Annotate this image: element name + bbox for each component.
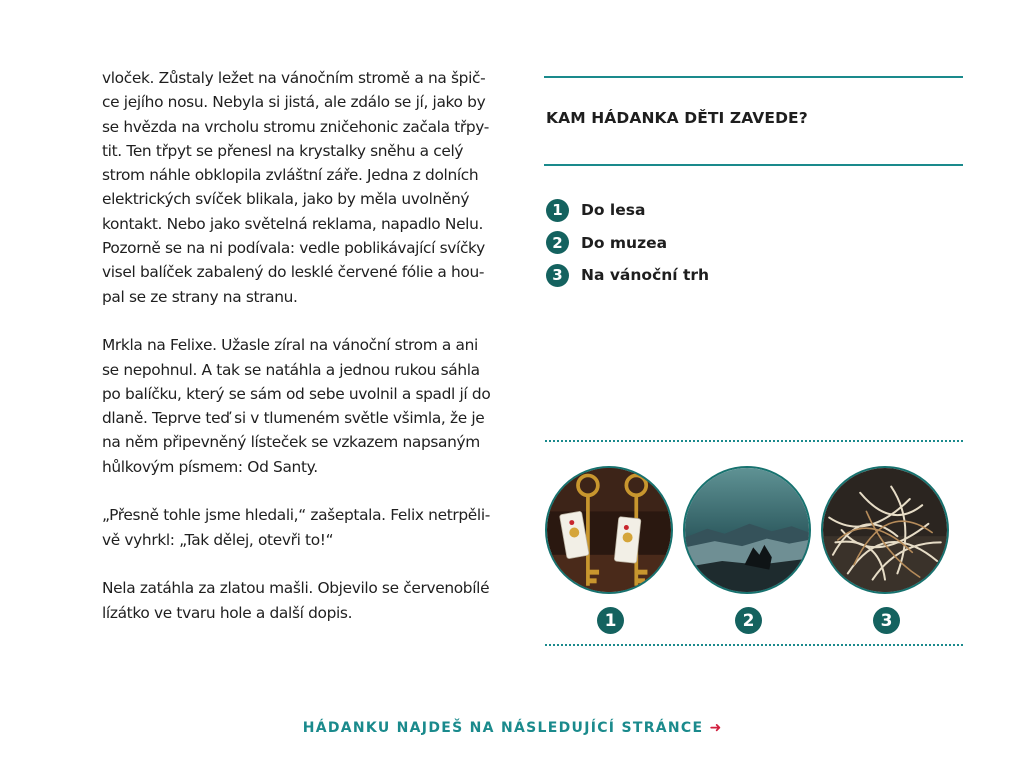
number-1-badge: 1 [546,199,569,222]
answer-list [546,194,709,292]
answer-text-2: Do muzea [581,233,668,252]
dotted-divider-top [545,440,963,442]
story-paragraph-1: vloček. Zůstaly ležet na vánočním stromě a na špič- ce jejího nosu. Nebyla si jistá, ale zdálo se jí, jako by se hvězda na vrcholu stromu zničehonic začala třpy- tit. Ten třpyt se přenesl na krystalky sněhu a celý strom náhle obklopila zvláštní záře. Jedna z dolních elektrických svíček blikala, jako by měla uvolněný kontakt. Nebo jako světelná reklama, napadlo Nelu. Pozorně se na ni podívala: vedle poblikávající svíčky visel balíček zabalený do lesklé červené fólie a hou- pal se ze strany na stranu. [102,69,489,306]
quiz-question: KAM HÁDANKA DĚTI ZAVEDE? [546,109,808,127]
keys-with-tags-photo [545,466,673,594]
story-paragraph-4: Nela zatáhla za zlatou mašli. Objevilo se červenobílé lízátko ve tvaru hole a další dopis. [102,579,490,622]
answer-option-1 [546,194,709,227]
photo-number-1-badge: 1 [597,607,624,634]
number-2-badge: 2 [546,231,569,254]
answer-text-3: Na vánoční trh [581,266,710,285]
straw-nest-photo [821,466,949,594]
arrow-right-icon: ➜ [709,720,722,736]
number-3-badge: 3 [546,264,569,287]
answer-option-2 [546,227,709,260]
story-paragraph-3: „Přesně tohle jsme hledali,“ zašeptala. Felix netrpěli- vě vyhrkl: „Tak dělej, otevři to!“ [102,506,490,549]
next-page-text: HÁDANKU NAJDEŠ NA NÁSLEDUJÍCÍ STRÁNCE [302,720,704,736]
mountain-landscape-photo [683,466,811,594]
story-paragraph-2: Mrkla na Felixe. Užasle zíral na vánoční strom a ani se nepohnul. A tak se natáhla a jednou rukou sáhla po balíčku, který se sám od sebe uvolnil a spadl jí do dlaně. Teprve teď si v tlumeném světle všimla, že je na něm připevněný lísteček se vzkazem napsaným hůlkovým písmem: Od Santy. [102,336,491,476]
divider-top [544,76,963,78]
photo-number-2-badge: 2 [735,607,762,634]
answer-text-1: Do lesa [581,201,646,220]
story-text [102,66,522,649]
divider-bottom [544,164,963,166]
answer-option-3 [546,259,709,292]
photo-number-3-badge: 3 [873,607,900,634]
dotted-divider-bottom [545,644,963,646]
next-page-hint [0,720,1024,736]
